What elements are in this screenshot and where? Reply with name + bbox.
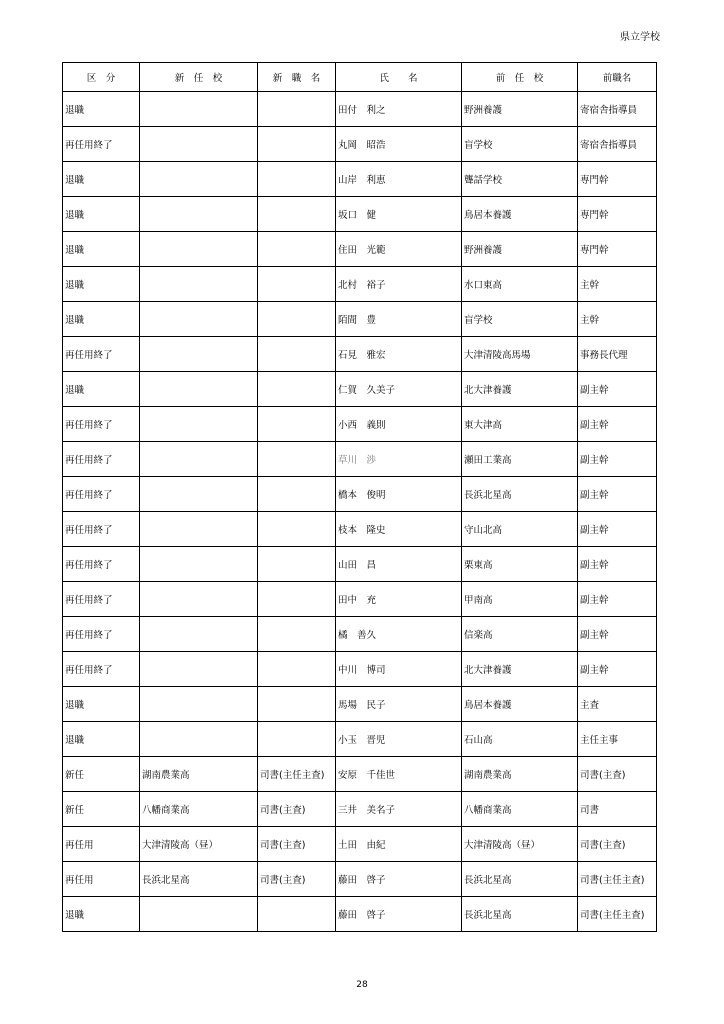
cell-new-school [140,547,258,582]
cell-category: 退職 [63,232,140,267]
cell-name: 安原 千佳世 [336,757,462,792]
cell-prev-school: 瀬田工業高 [462,442,578,477]
table-row [63,687,657,722]
cell-new-position: 司書(主査) [258,862,336,897]
cell-category: 退職 [63,372,140,407]
cell-new-position [258,547,336,582]
cell-prev-school: 水口東高 [462,267,578,302]
cell-prev-school: 東大津高 [462,407,578,442]
cell-prev-position: 副主幹 [578,442,657,477]
cell-name: 三井 美名子 [336,792,462,827]
cell-prev-position: 専門幹 [578,232,657,267]
cell-prev-school: 鳥居本養護 [462,197,578,232]
cell-category: 再任用終了 [63,442,140,477]
cell-new-position [258,162,336,197]
cell-prev-position: 司書(主査) [578,757,657,792]
cell-name: 小玉 晋児 [336,722,462,757]
cell-new-position [258,442,336,477]
cell-new-position [258,687,336,722]
cell-new-position: 司書(主査) [258,827,336,862]
cell-new-position [258,197,336,232]
cell-prev-school: 八幡商業高 [462,792,578,827]
cell-name: 丸岡 昭浩 [336,127,462,162]
cell-category: 再任用終了 [63,547,140,582]
table-row [63,512,657,547]
table-row [63,442,657,477]
cell-prev-school: 石山高 [462,722,578,757]
cell-new-position [258,652,336,687]
cell-new-school [140,337,258,372]
cell-prev-school: 栗東高 [462,547,578,582]
cell-prev-school: 湖南農業高 [462,757,578,792]
cell-new-school: 八幡商業高 [140,792,258,827]
cell-new-position: 司書(主査) [258,792,336,827]
cell-new-position: 司書(主任主査) [258,757,336,792]
cell-new-school [140,582,258,617]
cell-name: 山田 昌 [336,547,462,582]
cell-prev-position: 専門幹 [578,197,657,232]
cell-new-position [258,477,336,512]
cell-prev-school: 盲学校 [462,302,578,337]
cell-prev-school: 長浜北星高 [462,862,578,897]
cell-category: 退職 [63,92,140,127]
cell-name: 住田 光範 [336,232,462,267]
table-row [63,617,657,652]
cell-category: 退職 [63,687,140,722]
cell-prev-position: 副主幹 [578,372,657,407]
cell-prev-position: 専門幹 [578,162,657,197]
cell-new-school [140,127,258,162]
cell-category: 再任用 [63,862,140,897]
cell-prev-school: 聾話学校 [462,162,578,197]
cell-prev-school: 信楽高 [462,617,578,652]
table-row [63,302,657,337]
cell-name: 藤田 啓子 [336,862,462,897]
column-header-new-school: 新 任 校 [140,63,258,92]
cell-category: 新任 [63,757,140,792]
cell-prev-position: 主幹 [578,267,657,302]
cell-new-position [258,127,336,162]
table-header-row [63,63,657,92]
cell-prev-position: 副主幹 [578,477,657,512]
cell-category: 退職 [63,897,140,932]
cell-prev-school: 野洲養護 [462,232,578,267]
cell-category: 再任用終了 [63,477,140,512]
cell-prev-position: 司書(主任主査) [578,862,657,897]
cell-name: 草川 渉 [336,442,462,477]
cell-category: 退職 [63,162,140,197]
cell-name: 陌間 豊 [336,302,462,337]
cell-prev-position: 副主幹 [578,512,657,547]
cell-name: 橋本 俊明 [336,477,462,512]
cell-prev-school: 守山北高 [462,512,578,547]
cell-category: 再任用終了 [63,337,140,372]
page-number: 28 [356,980,368,990]
table-row [63,407,657,442]
cell-new-position [258,302,336,337]
cell-category: 再任用終了 [63,582,140,617]
cell-prev-school: 長浜北星高 [462,477,578,512]
table-row [63,477,657,512]
column-header-prev-school: 前 任 校 [462,63,578,92]
table-row [63,127,657,162]
cell-new-school [140,267,258,302]
table-row [63,547,657,582]
cell-name: 藤田 啓子 [336,897,462,932]
cell-new-school [140,477,258,512]
cell-category: 再任用終了 [63,617,140,652]
cell-category: 退職 [63,722,140,757]
table-row [63,92,657,127]
cell-name: 坂口 健 [336,197,462,232]
cell-name: 小西 義則 [336,407,462,442]
cell-new-school [140,232,258,267]
cell-prev-school: 長浜北星高 [462,897,578,932]
cell-new-position [258,722,336,757]
cell-new-school: 大津清陵高（昼） [140,827,258,862]
table-row [63,652,657,687]
table-row [63,197,657,232]
cell-prev-position: 寄宿舎指導員 [578,127,657,162]
cell-new-school: 湖南農業高 [140,757,258,792]
cell-name: 田中 充 [336,582,462,617]
cell-prev-position: 主幹 [578,302,657,337]
cell-name: 山岸 利恵 [336,162,462,197]
cell-new-school [140,372,258,407]
table-row [63,162,657,197]
column-header-name: 氏 名 [336,63,462,92]
table-row [63,792,657,827]
cell-category: 再任用終了 [63,652,140,687]
cell-prev-school: 大津清陵高（昼） [462,827,578,862]
cell-new-school [140,442,258,477]
cell-new-position [258,512,336,547]
column-header-prev-position: 前職名 [578,63,657,92]
cell-new-position [258,407,336,442]
cell-new-school [140,897,258,932]
cell-prev-position: 司書(主任主査) [578,897,657,932]
cell-prev-school: 鳥居本養護 [462,687,578,722]
table-row [63,757,657,792]
cell-prev-position: 寄宿舎指導員 [578,92,657,127]
cell-category: 退職 [63,267,140,302]
column-header-new-position: 新 職 名 [258,63,336,92]
cell-name: 中川 博司 [336,652,462,687]
table-body [63,92,657,932]
cell-new-school: 長浜北星高 [140,862,258,897]
cell-prev-school: 盲学校 [462,127,578,162]
cell-new-school [140,92,258,127]
table-row [63,232,657,267]
cell-prev-position: 司書 [578,792,657,827]
cell-category: 退職 [63,197,140,232]
cell-prev-school: 北大津養護 [462,652,578,687]
cell-prev-school: 大津清陵高馬場 [462,337,578,372]
table-row [63,897,657,932]
cell-new-position [258,897,336,932]
cell-new-position [258,582,336,617]
cell-new-school [140,687,258,722]
cell-name: 田付 利之 [336,92,462,127]
cell-prev-position: 主査 [578,687,657,722]
section-label: 県立学校 [620,32,660,43]
cell-category: 再任用終了 [63,407,140,442]
cell-new-school [140,722,258,757]
cell-category: 再任用終了 [63,512,140,547]
cell-new-position [258,92,336,127]
cell-new-school [140,407,258,442]
cell-new-school [140,302,258,337]
cell-category: 退職 [63,302,140,337]
cell-prev-position: 副主幹 [578,547,657,582]
table-row [63,372,657,407]
table-row [63,827,657,862]
cell-prev-position: 副主幹 [578,582,657,617]
cell-prev-school: 北大津養護 [462,372,578,407]
table-row [63,722,657,757]
cell-name: 土田 由紀 [336,827,462,862]
cell-name: 仁賀 久美子 [336,372,462,407]
cell-new-position [258,617,336,652]
cell-new-school [140,512,258,547]
cell-category: 新任 [63,792,140,827]
cell-new-position [258,372,336,407]
cell-prev-position: 副主幹 [578,407,657,442]
cell-category: 再任用 [63,827,140,862]
cell-new-school [140,617,258,652]
table-row [63,337,657,372]
cell-new-position [258,337,336,372]
column-header-category: 区 分 [63,63,140,92]
cell-new-school [140,652,258,687]
cell-prev-school: 甲南高 [462,582,578,617]
table-row [63,862,657,897]
cell-category: 再任用終了 [63,127,140,162]
cell-prev-position: 副主幹 [578,652,657,687]
cell-prev-position: 事務長代理 [578,337,657,372]
cell-prev-position: 司書(主査) [578,827,657,862]
cell-new-school [140,197,258,232]
cell-prev-position: 副主幹 [578,617,657,652]
cell-name: 橘 善久 [336,617,462,652]
cell-prev-position: 主任主事 [578,722,657,757]
cell-name: 枝本 隆史 [336,512,462,547]
table-row [63,267,657,302]
cell-new-school [140,162,258,197]
table-row [63,582,657,617]
cell-name: 石見 雅宏 [336,337,462,372]
cell-new-position [258,232,336,267]
cell-name: 北村 裕子 [336,267,462,302]
personnel-table [62,62,657,932]
cell-new-position [258,267,336,302]
cell-prev-school: 野洲養護 [462,92,578,127]
cell-name: 馬場 民子 [336,687,462,722]
